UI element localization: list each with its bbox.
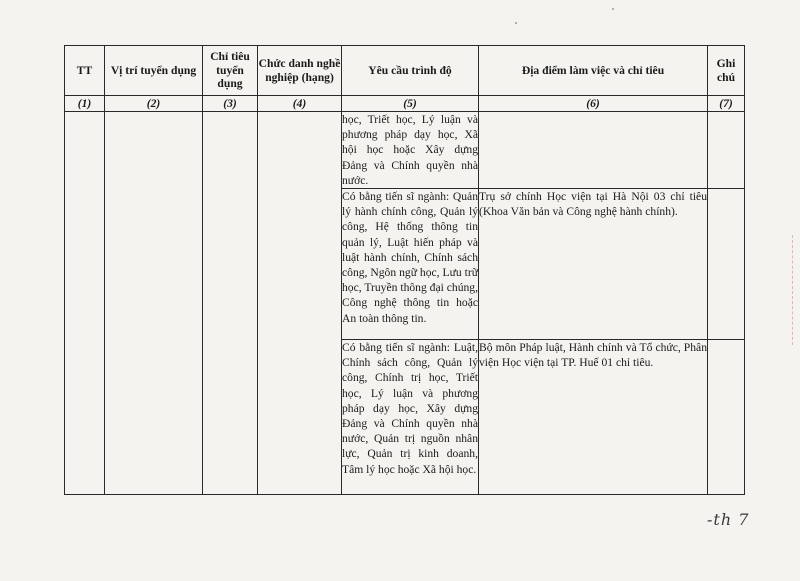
requirement-text: Có bằng tiến sĩ ngành: Luật, Chính sách công, Quản lý công, Chính trị học, Triết học, Lý luận và phương pháp dạy học, Xây dựng Đảng và Chính quyền nhà nước, Quản trị nguồn nhân lực, Quản trị kinh doanh, Tâm lý học hoặc Xã hội học.: [342, 341, 478, 476]
column-number: (7): [708, 96, 745, 112]
margin-scribble: [792, 235, 799, 345]
requirement-cell: [342, 189, 479, 340]
location-text: Trụ sở chính Học viện tại Hà Nội 03 chỉ tiêu (Khoa Văn bản và Công nghệ hành chính).: [479, 190, 707, 219]
column-number: (2): [105, 96, 203, 112]
header-row: [65, 46, 745, 96]
location-cell: [479, 189, 708, 340]
table-row: [65, 112, 745, 189]
column-number: (3): [203, 96, 258, 112]
position-cell: [105, 112, 203, 495]
notes-cell: [708, 340, 745, 495]
page-number-mark: -th 7: [707, 510, 750, 529]
column-number: (6): [479, 96, 708, 112]
location-text: Bộ môn Pháp luật, Hành chính và Tổ chức, Phân viện Học viện tại TP. Huế 01 chỉ tiêu.: [479, 341, 707, 370]
notes-cell: [708, 112, 745, 189]
scan-speck: [612, 8, 614, 10]
location-cell: [479, 112, 708, 189]
requirement-text: học, Triết học, Lý luận và phương pháp dạy học, Xã hội học hoặc Xây dựng Đảng và Chính quyền nhà nước.: [342, 113, 478, 187]
header-tt: TT: [65, 46, 105, 96]
column-number-row: [65, 96, 745, 112]
column-number: (1): [65, 96, 105, 112]
scan-speck: [515, 22, 517, 24]
location-cell: [479, 340, 708, 495]
header-title-rank: Chức danh nghề nghiệp (hạng): [258, 46, 342, 96]
notes-cell: [708, 189, 745, 340]
requirement-cell: [342, 112, 479, 189]
column-number: (5): [342, 96, 479, 112]
header-requirements: Yêu cầu trình độ: [342, 46, 479, 96]
recruitment-table: [64, 45, 745, 495]
requirement-text: Có bằng tiến sĩ ngành: Quản lý hành chính công, Quản lý công, Hệ thống thông tin quản lý, Luật hiến pháp và luật hành chính, Chính sách công, Ngôn ngữ học, Lưu trữ học, Truyền thông đại chúng, Công nghệ thông tin hoặc An toàn thông tin.: [342, 190, 478, 325]
tt-cell: [65, 112, 105, 495]
quota-cell: [203, 112, 258, 495]
column-number: (4): [258, 96, 342, 112]
title-rank-cell: [258, 112, 342, 495]
header-location: Địa điểm làm việc và chỉ tiêu: [479, 46, 708, 96]
header-notes: Ghi chú: [708, 46, 745, 96]
header-position: Vị trí tuyển dụng: [105, 46, 203, 96]
header-quota: Chỉ tiêu tuyển dụng: [203, 46, 258, 96]
requirement-cell: [342, 340, 479, 495]
